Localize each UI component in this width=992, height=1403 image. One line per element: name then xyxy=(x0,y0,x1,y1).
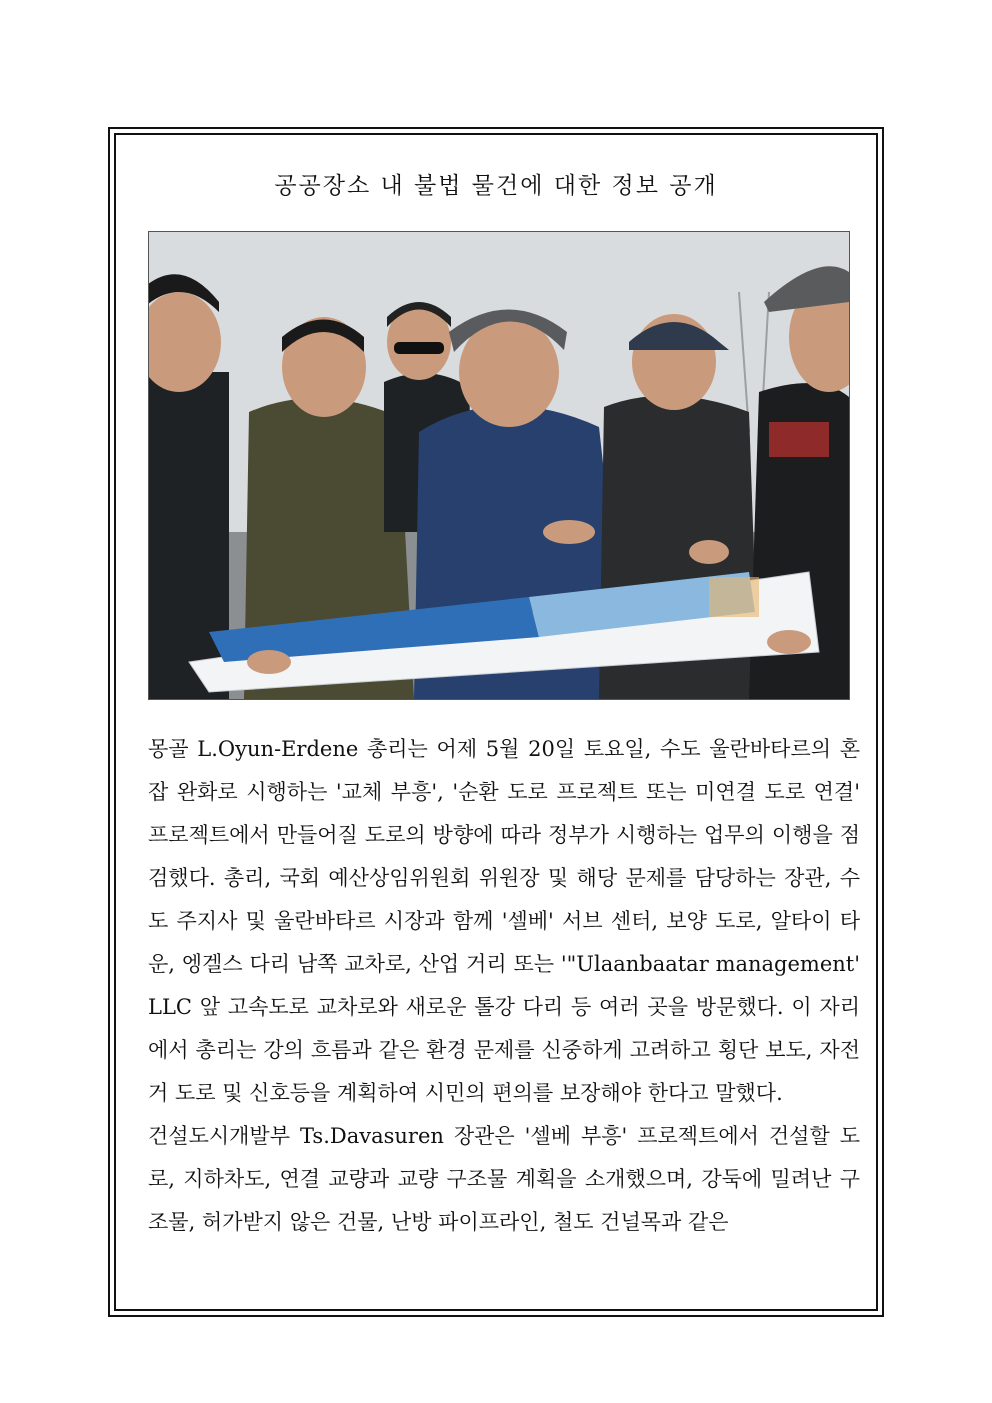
news-photo xyxy=(148,231,850,700)
document-title: 공공장소 내 불법 물건에 대한 정보 공개 xyxy=(274,173,718,199)
photo-illustration xyxy=(149,232,849,699)
page-border-outer xyxy=(108,127,884,1317)
page-border-inner xyxy=(114,133,878,1311)
article-paragraph: 건설도시개발부 Ts.Davasuren 장관은 '셀베 부흥' 프로젝트에서 건설할 도로, 지하차도, 연결 교량과 교량 구조물 계획을 소개했으며, 강둑에 밀려난 구조물, 허가받지 않은 건물, 난방 파이프라인, 철도 건널목과 같은 xyxy=(148,1124,860,1234)
article-body xyxy=(148,728,860,1244)
article-paragraph: 몽골 L.Oyun-Erdene 총리는 어제 5월 20일 토요일, 수도 울란바타르의 혼잡 완화로 시행하는 '교체 부흥', '순환 도로 프로젝트 또는 미연결 도로 연결' 프로젝트에서 만들어질 도로의 방향에 따라 정부가 시행하는 업무의 이행을 점검했다. 총리, 국회 예산상임위원회 위원장 및 해당 문제를 담당하는 장관, 수도 주지사 및 울란바타르 시장과 함께 '셀베' 서브 센터, 보양 도로, 알타이 타운, 엥겔스 다리 남쪽 교차로, 산업 거리 또는 '"Ulaanbaatar management' LLC 앞 고속도로 교차로와 새로운 톨강 다리 등 여러 곳을 방문했다. 이 자리에서 총리는 강의 흐름과 같은 환경 문제를 신중하게 고려하고 횡단 보도, 자전거 도로 및 신호등을 계획하여 시민의 편의를 보장해야 한다고 말했다. xyxy=(148,737,860,1105)
